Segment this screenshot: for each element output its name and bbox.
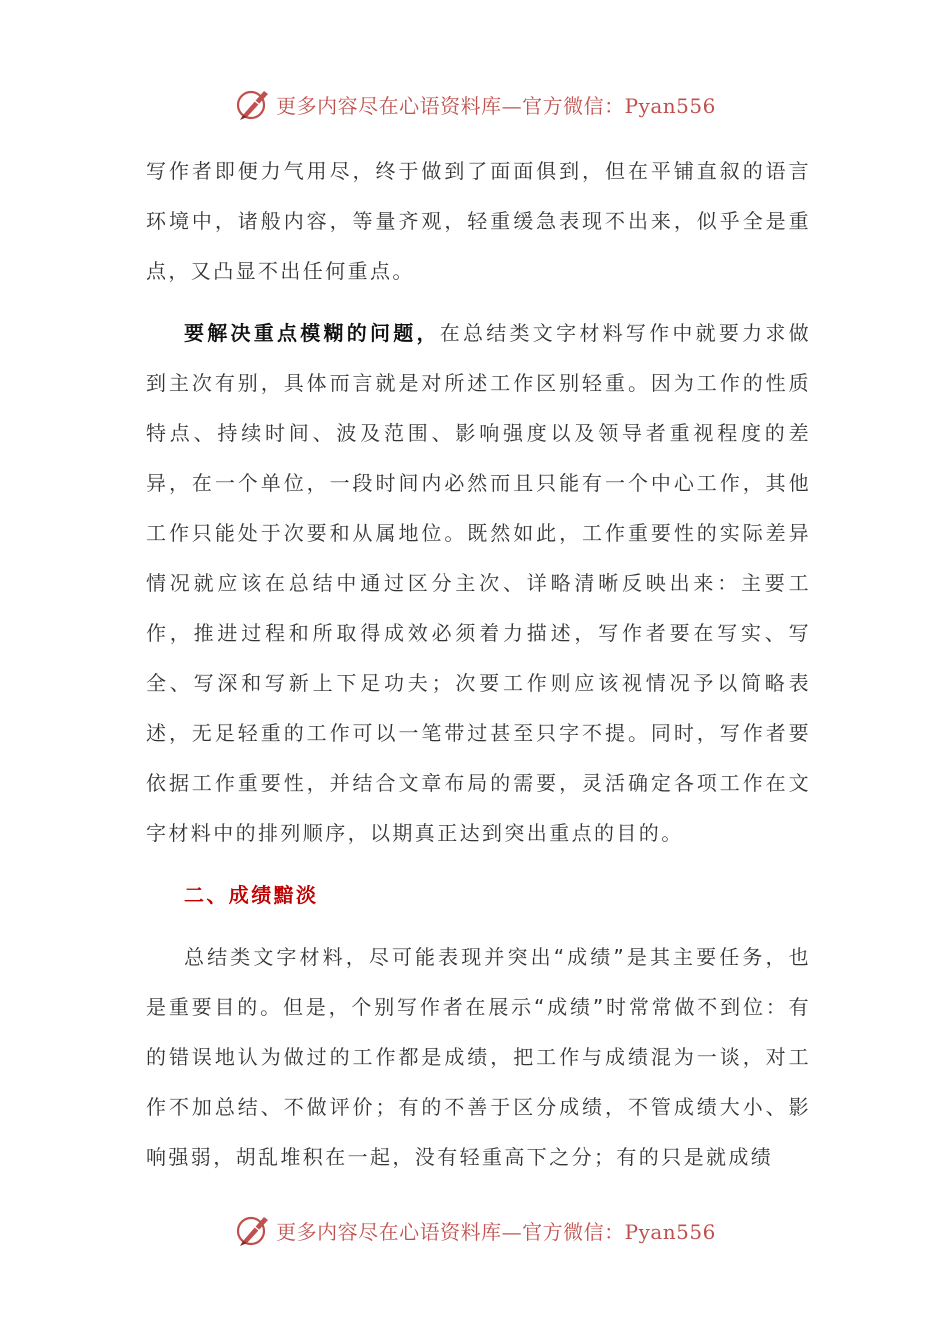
- paragraph-3: 总结类文字材料，尽可能表现并突出“成绩”是其主要任务，也是重要目的。但是，个别写作者在展示“成绩”时常常做不到位：有的错误地认为做过的工作都是成绩，把工作与成绩混为一谈，对工作不加总结、不做评价；有的不善于区分成绩，不管成绩大小、影响强弱，胡乱堆积在一起，没有轻重高下之分；有的只是就成绩: [146, 945, 811, 1169]
- paragraph-2-body: 在总结类文字材料写作中就要力求做到主次有别，具体而言就是对所述工作区别轻重。因为工作的性质特点、持续时间、波及范围、影响强度以及领导者重视程度的差异，在一个单位，一段时间内必然而且只能有一个中心工作，其他工作只能处于次要和从属地位。既然如此，工作重要性的实际差异情况就应该在总结中通过区分主次、详略清晰反映出来：主要工作，推进过程和所取得成效必须着力描述，写作者要在写实、写全、写深和写新上下足功夫；次要工作则应该视情况予以简略表述，无足轻重的工作可以一笔带过甚至只字不提。同时，写作者要依据工作重要性，并结合文章布局的需要，灵活确定各项工作在文字材料中的排列顺序，以期真正达到突出重点的目的。: [146, 321, 811, 845]
- paragraph-1: 写作者即便力气用尽，终于做到了面面俱到，但在平铺直叙的语言环境中，诸般内容，等量齐观，轻重缓急表现不出来，似乎全是重点，又凸显不出任何重点。: [146, 159, 811, 283]
- document-body: [146, 146, 811, 1182]
- paragraph-2: [146, 308, 811, 858]
- footer-banner: [0, 1210, 950, 1250]
- paragraph-2-lead: 要解决重点模糊的问题，: [184, 321, 440, 345]
- banner-text: 更多内容尽在心语资料库—官方微信：Pyan556: [276, 93, 716, 118]
- banner-text: 更多内容尽在心语资料库—官方微信：Pyan556: [276, 1219, 716, 1244]
- header-banner: [0, 84, 950, 124]
- section-heading: 二、成绩黯淡: [184, 883, 319, 907]
- quill-pen-logo-icon: [234, 85, 272, 123]
- quill-pen-logo-icon: [234, 1211, 272, 1249]
